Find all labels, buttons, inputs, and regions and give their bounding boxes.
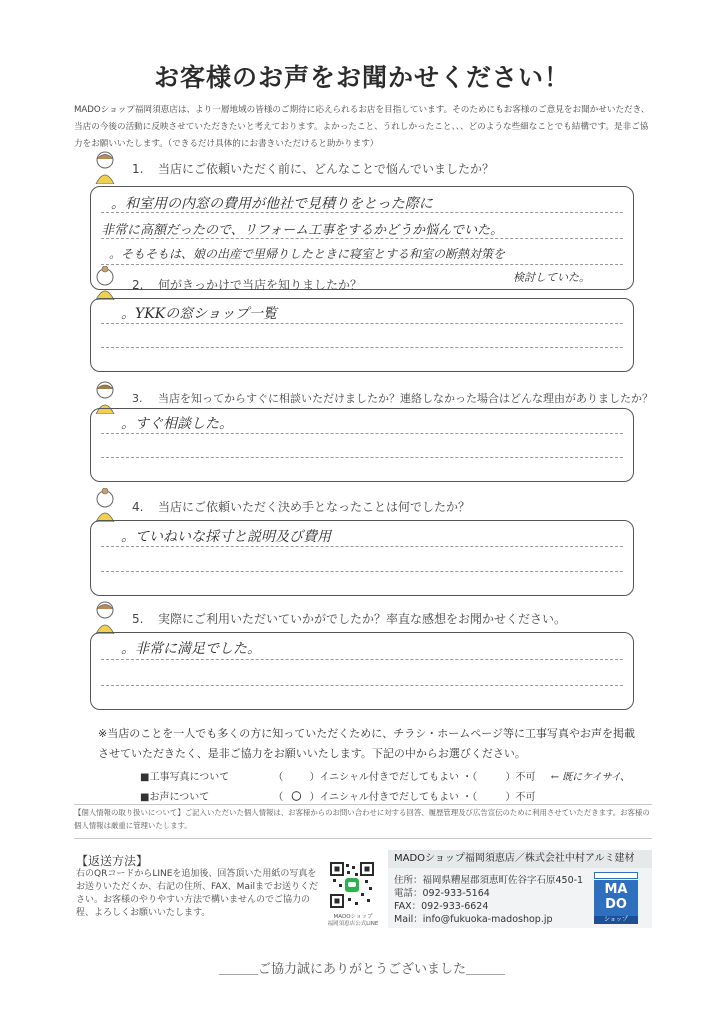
answer-1-line-1: 。和室用の内窓の費用が他社で見積りをとった際に — [111, 196, 433, 212]
answer-box-3 — [90, 408, 634, 482]
answer-box-4 — [90, 520, 634, 596]
choice-row-photos: ■工事写真について （ ）イニシャル付きでだしてもよい ・（ ）不可 ← 既にケイサイ、 — [140, 768, 630, 783]
question-4-text: 4. 当店にご依頼いただく決め手となったことは何でしたか？ — [132, 500, 471, 514]
answer-box-2 — [90, 298, 634, 372]
answer-1-line-4: 検討していた。 — [513, 271, 590, 284]
shop-mail[interactable]: Mail：info@fukuoka-madoshop.jp — [394, 914, 553, 925]
answer-5-line-1: 。非常に満足でした。 — [121, 641, 261, 657]
thanks-message: ＿＿＿ご協力誠にありがとうございました＿＿＿ — [218, 962, 505, 977]
privacy-notice: 【個人情報の取り扱いについて】ご記入いただいた個人情報は、お客様からのお問い合わせに対する回答、履歴管理及び広告宣伝のために利用させていただきます。お客様の個人情報は厳重に管理いたします。 — [74, 808, 650, 830]
customer-avatar-icon — [92, 266, 118, 300]
shop-fax: FAX：092-933-6624 — [394, 901, 489, 912]
question-3-text: 3. 当店を知ってからすぐに相談いただけましたか？連絡しなかった場合はどんな理由がありましたか？ — [132, 392, 653, 405]
customer-avatar-icon — [92, 150, 118, 184]
question-5 — [80, 600, 640, 657]
answer-2-line-1: 。YKKの窓ショップ一覧 — [121, 306, 277, 322]
question-2-text: 2. 何がきっかけで当店を知りましたか？ — [132, 278, 363, 292]
question-3 — [80, 380, 653, 432]
publication-notice: ※当店のことを一人でも多くの方に知っていただくために、チラシ・ホームページ等に工事写真やお声を掲載させていただきたく、是非ご協力をお願いいたします。下記の中からお選びください。 — [98, 727, 635, 760]
answer-4-line-1: 。ていねいな採寸と説明及び費用 — [121, 529, 331, 545]
return-method-body: 右のQRコードからLINEを追加後、回答頂いた用紙の写真をお送りいただくか、右記の住所、FAX、Mailまでお送りください。お客様のやりやすい方法で構いませんのでご協力の程、よろしくお願いいたします。 — [76, 869, 318, 918]
return-method-title: 【返送方法】 — [76, 854, 149, 868]
mado-shop-logo: MA DO ショップ — [594, 872, 638, 924]
answer-3-line-1: 。すぐ相談した。 — [121, 416, 233, 432]
customer-avatar-icon — [92, 600, 118, 634]
choice-photos-note: ← 既にケイサイ、 — [550, 772, 630, 783]
answer-1-line-2: 非常に高額だったので、リフォーム工事をするかどうか悩んでいた。 — [101, 223, 504, 238]
choice-voice-initial-checkbox[interactable]: 〇 — [291, 792, 302, 803]
customer-avatar-icon — [92, 488, 118, 522]
question-5-text: 5. 実際にご利用いただいていかがでしたか？率直な感想をお聞かせください。 — [132, 612, 567, 626]
question-1 — [80, 150, 640, 284]
choice-row-voice: ■お声について （ 〇 ）イニシャル付きでだしてもよい ・（ ）不可 — [140, 788, 536, 803]
divider — [74, 804, 652, 805]
page-title: お客様のお声をお聞かせください！ — [153, 63, 570, 92]
answer-1-line-3: 。そもそもは、娘の出産で里帰りしたときに寝室とする和室の断熱対策を — [109, 247, 506, 261]
line-qr-code-icon[interactable] — [330, 862, 374, 908]
shop-name: MADOショップ福岡須恵店／株式会社中村アルミ建材 — [388, 850, 652, 868]
divider — [74, 838, 652, 839]
shop-tel: 電話：092-933-5164 — [394, 888, 490, 899]
question-1-text: 1. 当店にご依頼いただく前に、どんなことで悩んでいましたか？ — [132, 162, 495, 176]
shop-address: 住所：福岡県糟屋郡須恵町佐谷字石原450-1 — [394, 875, 584, 886]
question-4 — [80, 488, 640, 545]
question-2 — [80, 266, 640, 322]
answer-box-5 — [90, 632, 634, 710]
shop-info-panel — [388, 850, 652, 928]
intro-text: MADOショップ福岡須恵店は、より一層地域の皆様のご期待に応えられるお店を目指しています。そのためにもお客様のご意見をお聞かせいただき、当店の今後の活動に反映させていただきたいと考えております。よかったこと、うれしかったこと、、、どのような些細なことでも結構です。是非ご協力をお願いいたします。（できるだけ具体的にお書きいただけると助かります） — [74, 105, 650, 149]
qr-caption: MADOショップ 福岡須恵店公式LINE — [327, 914, 379, 927]
